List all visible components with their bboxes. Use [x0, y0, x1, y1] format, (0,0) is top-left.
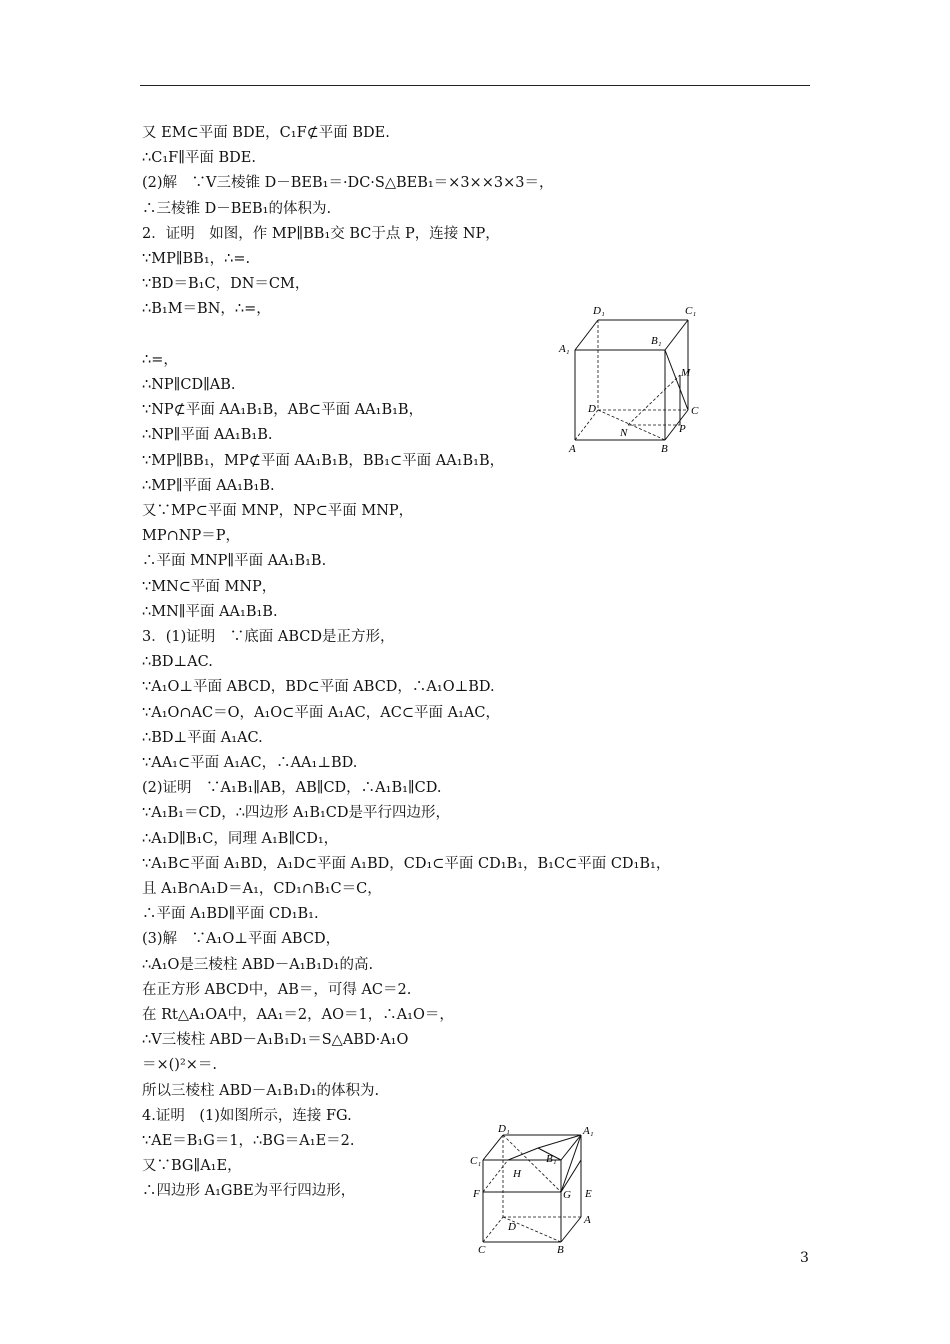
text-line: ∵A₁O∩AC＝O，A₁O⊂平面 A₁AC，AC⊂平面 A₁AC， [142, 704, 500, 721]
text-line: (2)证明 ∵A₁B₁∥AB，AB∥CD，∴A₁B₁∥CD. [142, 780, 442, 797]
text-line: ∴=， [142, 351, 178, 368]
text-line: ∵A₁O⊥平面 ABCD，BD⊂平面 ABCD，∴A₁O⊥BD. [142, 679, 495, 696]
header-rule [140, 85, 810, 86]
text-line: ∴C₁F∥平面 BDE. [142, 150, 256, 167]
label-F: F [473, 1188, 480, 1200]
text-line: ∴A₁D∥B₁C，同理 A₁B∥CD₁， [142, 830, 339, 847]
text-line: MP∩NP＝P， [142, 528, 240, 545]
label-A1: A₁ [583, 1125, 594, 1137]
text-line: ∵AE＝B₁G＝1，∴BG＝A₁E＝2. [142, 1133, 355, 1149]
text-line: ∴NP∥CD∥AB. [142, 377, 236, 393]
text-line: 且 A₁B∩A₁D＝A₁，CD₁∩B₁C＝C， [142, 881, 382, 897]
label-A1: A₁ [559, 343, 570, 355]
text-line: ∵BD＝B₁C，DN＝CM， [142, 276, 310, 293]
text-line: ∴MN∥平面 AA₁B₁B. [142, 603, 278, 620]
text-line: 又 EM⊂平面 BDE，C₁F⊄平面 BDE. [142, 125, 390, 141]
text-line: ＝×()²×＝. [142, 1057, 218, 1074]
label-B: B [661, 443, 668, 455]
label-C: C [478, 1244, 486, 1255]
label-M: M [681, 367, 691, 379]
label-C1: C₁ [470, 1155, 482, 1167]
label-D: D [588, 403, 596, 415]
label-C: C [691, 405, 699, 417]
text-line: ∴四边形 A₁GBE为平行四边形， [142, 1183, 356, 1200]
label-H: H [513, 1168, 521, 1180]
cube-figure-2 [468, 1120, 608, 1255]
text-line: ∴V三棱柱 ABD－A₁B₁D₁＝S△ABD·A₁O [142, 1032, 409, 1049]
text-line: 又∵MP⊂平面 MNP，NP⊂平面 MNP， [142, 503, 414, 519]
label-C1: C₁ [685, 305, 697, 317]
text-line: 所以三棱柱 ABD－A₁B₁D₁的体积为. [142, 1082, 380, 1099]
text-line: ∴平面 MNP∥平面 AA₁B₁B. [142, 553, 327, 570]
text-line: ∴BD⊥AC. [142, 654, 213, 671]
label-E: E [585, 1188, 592, 1200]
text-line: ∴BD⊥平面 A₁AC. [142, 729, 263, 746]
text-line: 3．(1)证明 ∵底面 ABCD是正方形， [142, 629, 395, 645]
text-line: ∵MP∥BB₁，∴=. [142, 251, 251, 267]
text-line: ∵MP∥BB₁，MP⊄平面 AA₁B₁B，BB₁⊂平面 AA₁B₁B， [142, 452, 505, 469]
text-line: ∴三棱锥 D－BEB₁的体积为. [142, 200, 332, 217]
label-B1: B₁ [651, 335, 662, 347]
label-D: D [508, 1221, 516, 1233]
text-line: ∴MP∥平面 AA₁B₁B. [142, 477, 275, 494]
text-line: ∴A₁O是三棱柱 ABD－A₁B₁D₁的高. [142, 956, 374, 973]
label-D1: D₁ [498, 1123, 510, 1135]
text-line: 又∵BG∥A₁E， [142, 1158, 242, 1175]
text-line: ∵AA₁⊂平面 A₁AC，∴AA₁⊥BD. [142, 755, 358, 771]
label-A: A [569, 443, 576, 455]
text-line: ∵NP⊄平面 AA₁B₁B，AB⊂平面 AA₁B₁B， [142, 402, 424, 419]
page-number: 3 [800, 1250, 809, 1266]
label-D1: D₁ [593, 305, 605, 317]
text-line: 在 Rt△A₁OA中，AA₁＝2，AO＝1，∴A₁O＝， [142, 1007, 454, 1023]
text-line: ∴NP∥平面 AA₁B₁B. [142, 427, 273, 444]
cube-figure-1 [555, 300, 705, 460]
text-line: (3)解 ∵A₁O⊥平面 ABCD， [142, 931, 341, 948]
text-line: 在正方形 ABCD中，AB＝，可得 AC＝2. [142, 981, 412, 998]
text-line: ∴平面 A₁BD∥平面 CD₁B₁. [142, 906, 319, 923]
label-N: N [620, 427, 628, 439]
label-B: B [557, 1244, 564, 1255]
text-line: ∵A₁B⊂平面 A₁BD，A₁D⊂平面 A₁BD，CD₁⊂平面 CD₁B₁，B₁C⊂平面 CD₁B₁， [142, 855, 671, 872]
label-G: G [563, 1189, 571, 1201]
text-line: ∴B₁M＝BN，∴=， [142, 301, 271, 318]
label-P: P [679, 423, 686, 435]
text-line: ∵A₁B₁＝CD，∴四边形 A₁B₁CD是平行四边形， [142, 805, 451, 822]
label-A: A [584, 1214, 591, 1226]
label-B1: B₁ [546, 1153, 557, 1165]
text-line: 2．证明 如图，作 MP∥BB₁交 BC于点 P，连接 NP， [142, 225, 500, 242]
text-line: (2)解 ∵V三棱锥 D－BEB₁＝·DC·S△BEB₁＝×3××3×3＝， [142, 175, 554, 192]
text-line: ∵MN⊂平面 MNP， [142, 578, 277, 595]
text-line: 4.证明 (1)如图所示，连接 FG. [142, 1107, 352, 1124]
